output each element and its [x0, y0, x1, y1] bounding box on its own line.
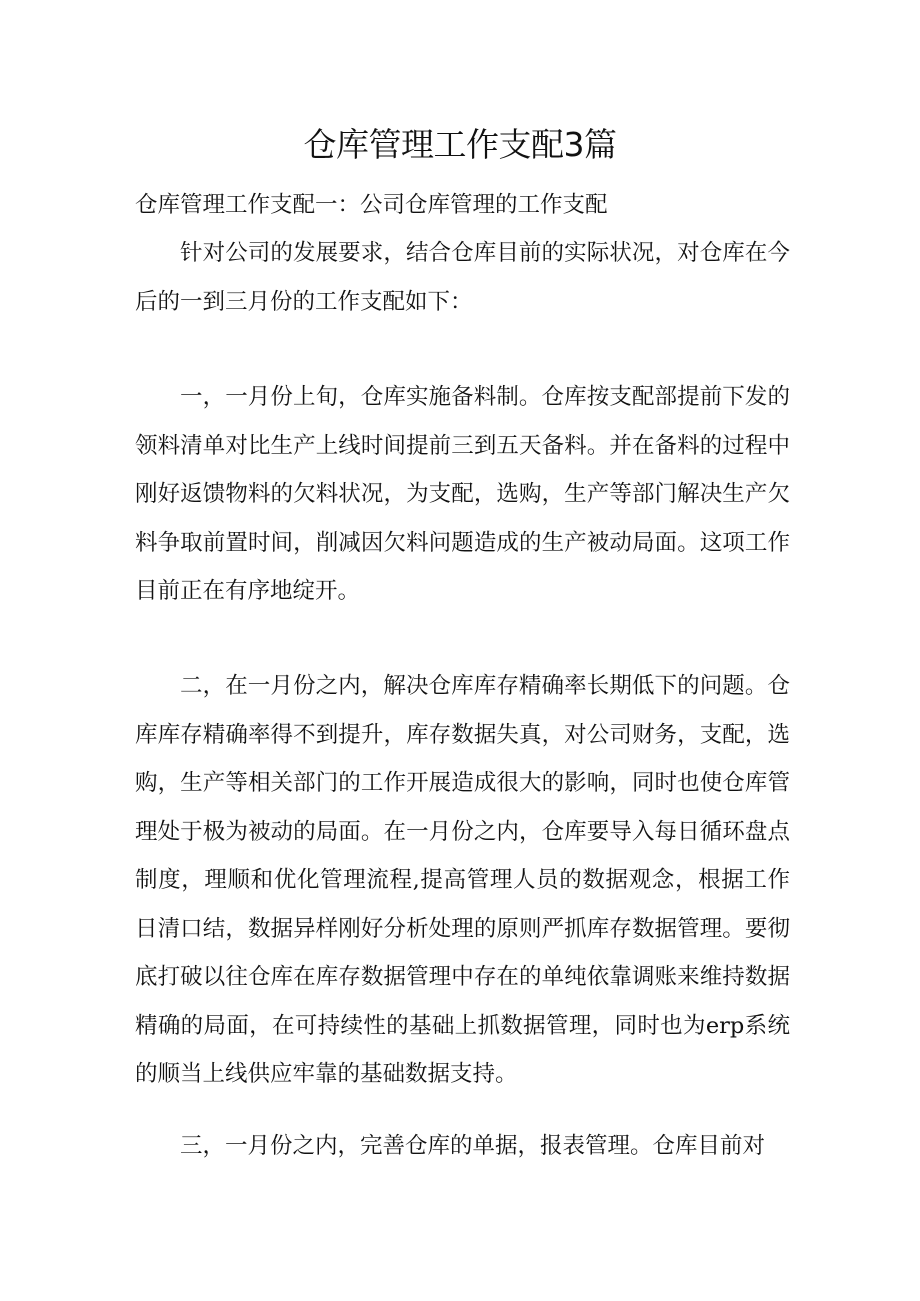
- paragraph-item-two: 二，在一月份之内，解决仓库库存精确率长期低下的问题。仓库库存精确率得不到提升，库存数据失真，对公司财务，支配，选购，生产等相关部门的工作开展造成很大的影响，同时也使仓库管理处于极为被动的局面。在一月份之内，仓库要导入每日循环盘点制度，理顺和优化管理流程,提高管理人员的数据观念，根据工作日清口结，数据异样刚好分析处理的原则严抓库存数据管理。要彻底打破以往仓库在库存数据管理中存在的单纯依靠调账来维持数据精确的局面，在可持续性的基础上抓数据管理，同时也为erp系统的顺当上线供应牢靠的基础数据支持。: [135, 673, 790, 1087]
- document-title: 仓库管理工作支配3篇: [303, 125, 617, 164]
- paragraph-item-one: 一，一月份上旬，仓库实施备料制。仓库按支配部提前下发的领料清单对比生产上线时间提前三到五天备料。并在备料的过程中刚好返馈物料的欠料状况，为支配，选购，生产等部门解决生产欠料争取前置时间，削减因欠料问题造成的生产被动局面。这项工作目前正在有序地绽开。: [135, 384, 790, 604]
- paragraph-intro: 针对公司的发展要求，结合仓库目前的实际状况，对仓库在今后的一到三月份的工作支配如下：: [135, 240, 790, 315]
- paragraph-item-three: 三，一月份之内，完善仓库的单据，报表管理。仓库目前对: [180, 1133, 766, 1159]
- section-heading: 仓库管理工作支配一：公司仓库管理的工作支配: [135, 192, 608, 218]
